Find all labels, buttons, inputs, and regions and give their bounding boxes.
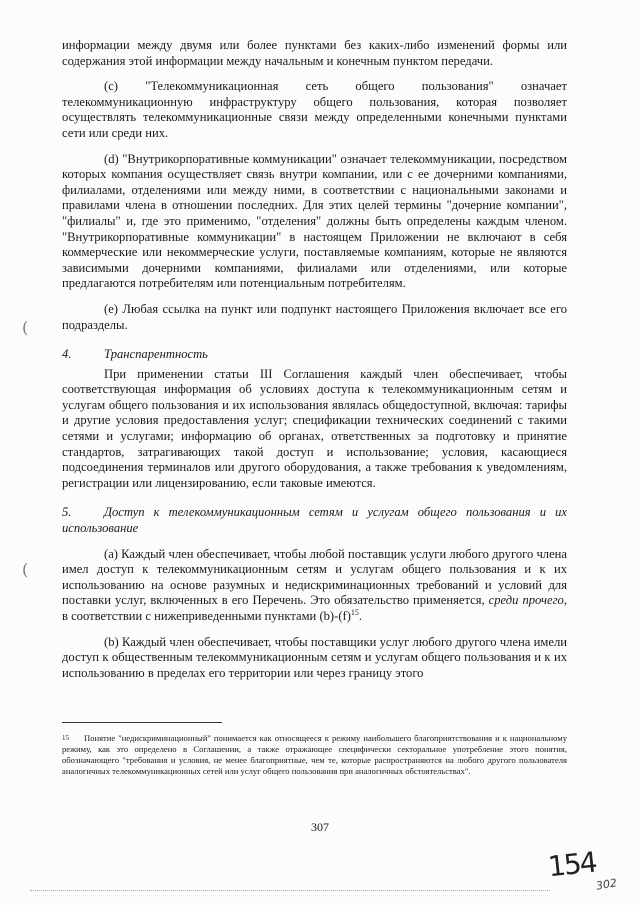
page-number: 307 bbox=[311, 820, 329, 834]
footnote bbox=[62, 733, 567, 777]
paragraph-e: (e) Любая ссылка на пункт или подпункт настоящего Приложения включает все его подразделы. bbox=[62, 301, 567, 332]
scan-artifact bbox=[30, 890, 550, 893]
handwritten-small-number: 302 bbox=[595, 876, 618, 893]
paragraph-continuation: информации между двумя или более пунктами без каких-либо изменений формы или содержания этой информации между начальным и конечным пунктом передачи. bbox=[62, 38, 567, 68]
margin-mark: ( bbox=[22, 560, 29, 579]
footnote-text: Понятие "недискриминационный" понимается как относящееся к режиму наибольшего благоприятствования и к национальному режиму, как это определено в Соглашении, а также отражающее специфически секторальное употребление этого понятия, обозначающего "требования и условия, не менее благоприятные, чем те, которые распространяются на любого другого пользователя аналогичных телекоммуникационных сетей или услуг общего пользования при аналогичных обстоятельствах". bbox=[62, 733, 567, 776]
paragraph-5a-end: . bbox=[358, 609, 363, 623]
paragraph-5a-emphasis: среди прочего bbox=[488, 593, 564, 608]
body-text bbox=[62, 38, 567, 681]
footnote-separator bbox=[62, 722, 222, 723]
section-title: Доступ к телекоммуникационным сетям и услугам общего пользования и их использование bbox=[62, 505, 567, 536]
handwritten-number: 154 bbox=[546, 845, 598, 884]
section-number: 5. bbox=[62, 505, 72, 520]
section-number: 4. bbox=[62, 347, 72, 362]
section-heading-4 bbox=[62, 347, 567, 363]
paragraph-transparency: При применении статьи III Соглашения каждый член обеспечивает, чтобы соответствующая информация об условиях доступа к телекоммуникационным сетям и услугам общего пользования и их использования являлась общедоступной, включая: тарифы и другие условия предоставления услуг; спецификации технических соединений с такими сетями и услугами; информацию об органах, ответственных за подготовку и принятие стандартов, затрагивающих такой доступ и использование; условия, касающиеся подсоединения терминалов или другого оборудования, а также требования к уведомлениям, регистрации или лицензированию, если таковые имеются. bbox=[62, 366, 567, 490]
margin-mark: ( bbox=[22, 318, 29, 337]
footnote-number: 15 bbox=[62, 734, 69, 742]
section-title: Транспарентность bbox=[104, 347, 208, 362]
paragraph-5b: (b) Каждый член обеспечивает, чтобы поставщики услуг любого другого члена имели доступ к общественным телекоммуникационным сетям и услугам общего пользования и к их использованию в пределах его территории или через границу этого bbox=[62, 634, 567, 680]
paragraph-5a-text-2: , в соответствии с нижеприведенными пунктами (b)-(f) bbox=[62, 593, 567, 623]
footnote-ref: 15 bbox=[350, 607, 359, 617]
paragraph-5a-text: (a) Каждый член обеспечивает, чтобы любой поставщик услуги любого другого члена имел доступ к телекоммуникационным сетям и услугам общего пользования и к их использованию на основе разумных и недискриминационных требований и условий для поставки услуг, включенных в его Перечень. Это обязательство применяется, bbox=[62, 546, 567, 608]
section-heading-5 bbox=[62, 505, 567, 536]
paragraph-c: (c) "Телекоммуникационная сеть общего пользования" означает телекоммуникационную инфраструктуру общего пользования, которая позволяет осуществлять телекоммуникационные связи между определенными конечными пунктами сети или среди них. bbox=[62, 79, 567, 140]
paragraph-d: (d) "Внутрикорпоративные коммуникации" означает телекоммуникации, посредством которых компания осуществляет связь внутри компании, или с ее дочерними компаниями, филиалами, отделениями или между ними, в соответствии с национальными законами и правилами члена в отношении последних. Для этих целей термины "дочерние компании", "филиалы" и, где это применимо, "отделения" должны быть определены каждым членом. "Внутрикорпоративные коммуникации" в настоящем Приложении не включают в себя коммерческие или некоммерческие услуги, поставляемые компаниям, которые не являются зависимыми дочерними компаниями, филиалами или отделениями, или которые предлагаются потребителям или потенциальным потребителям. bbox=[62, 151, 567, 291]
paragraph-5a bbox=[62, 547, 567, 625]
